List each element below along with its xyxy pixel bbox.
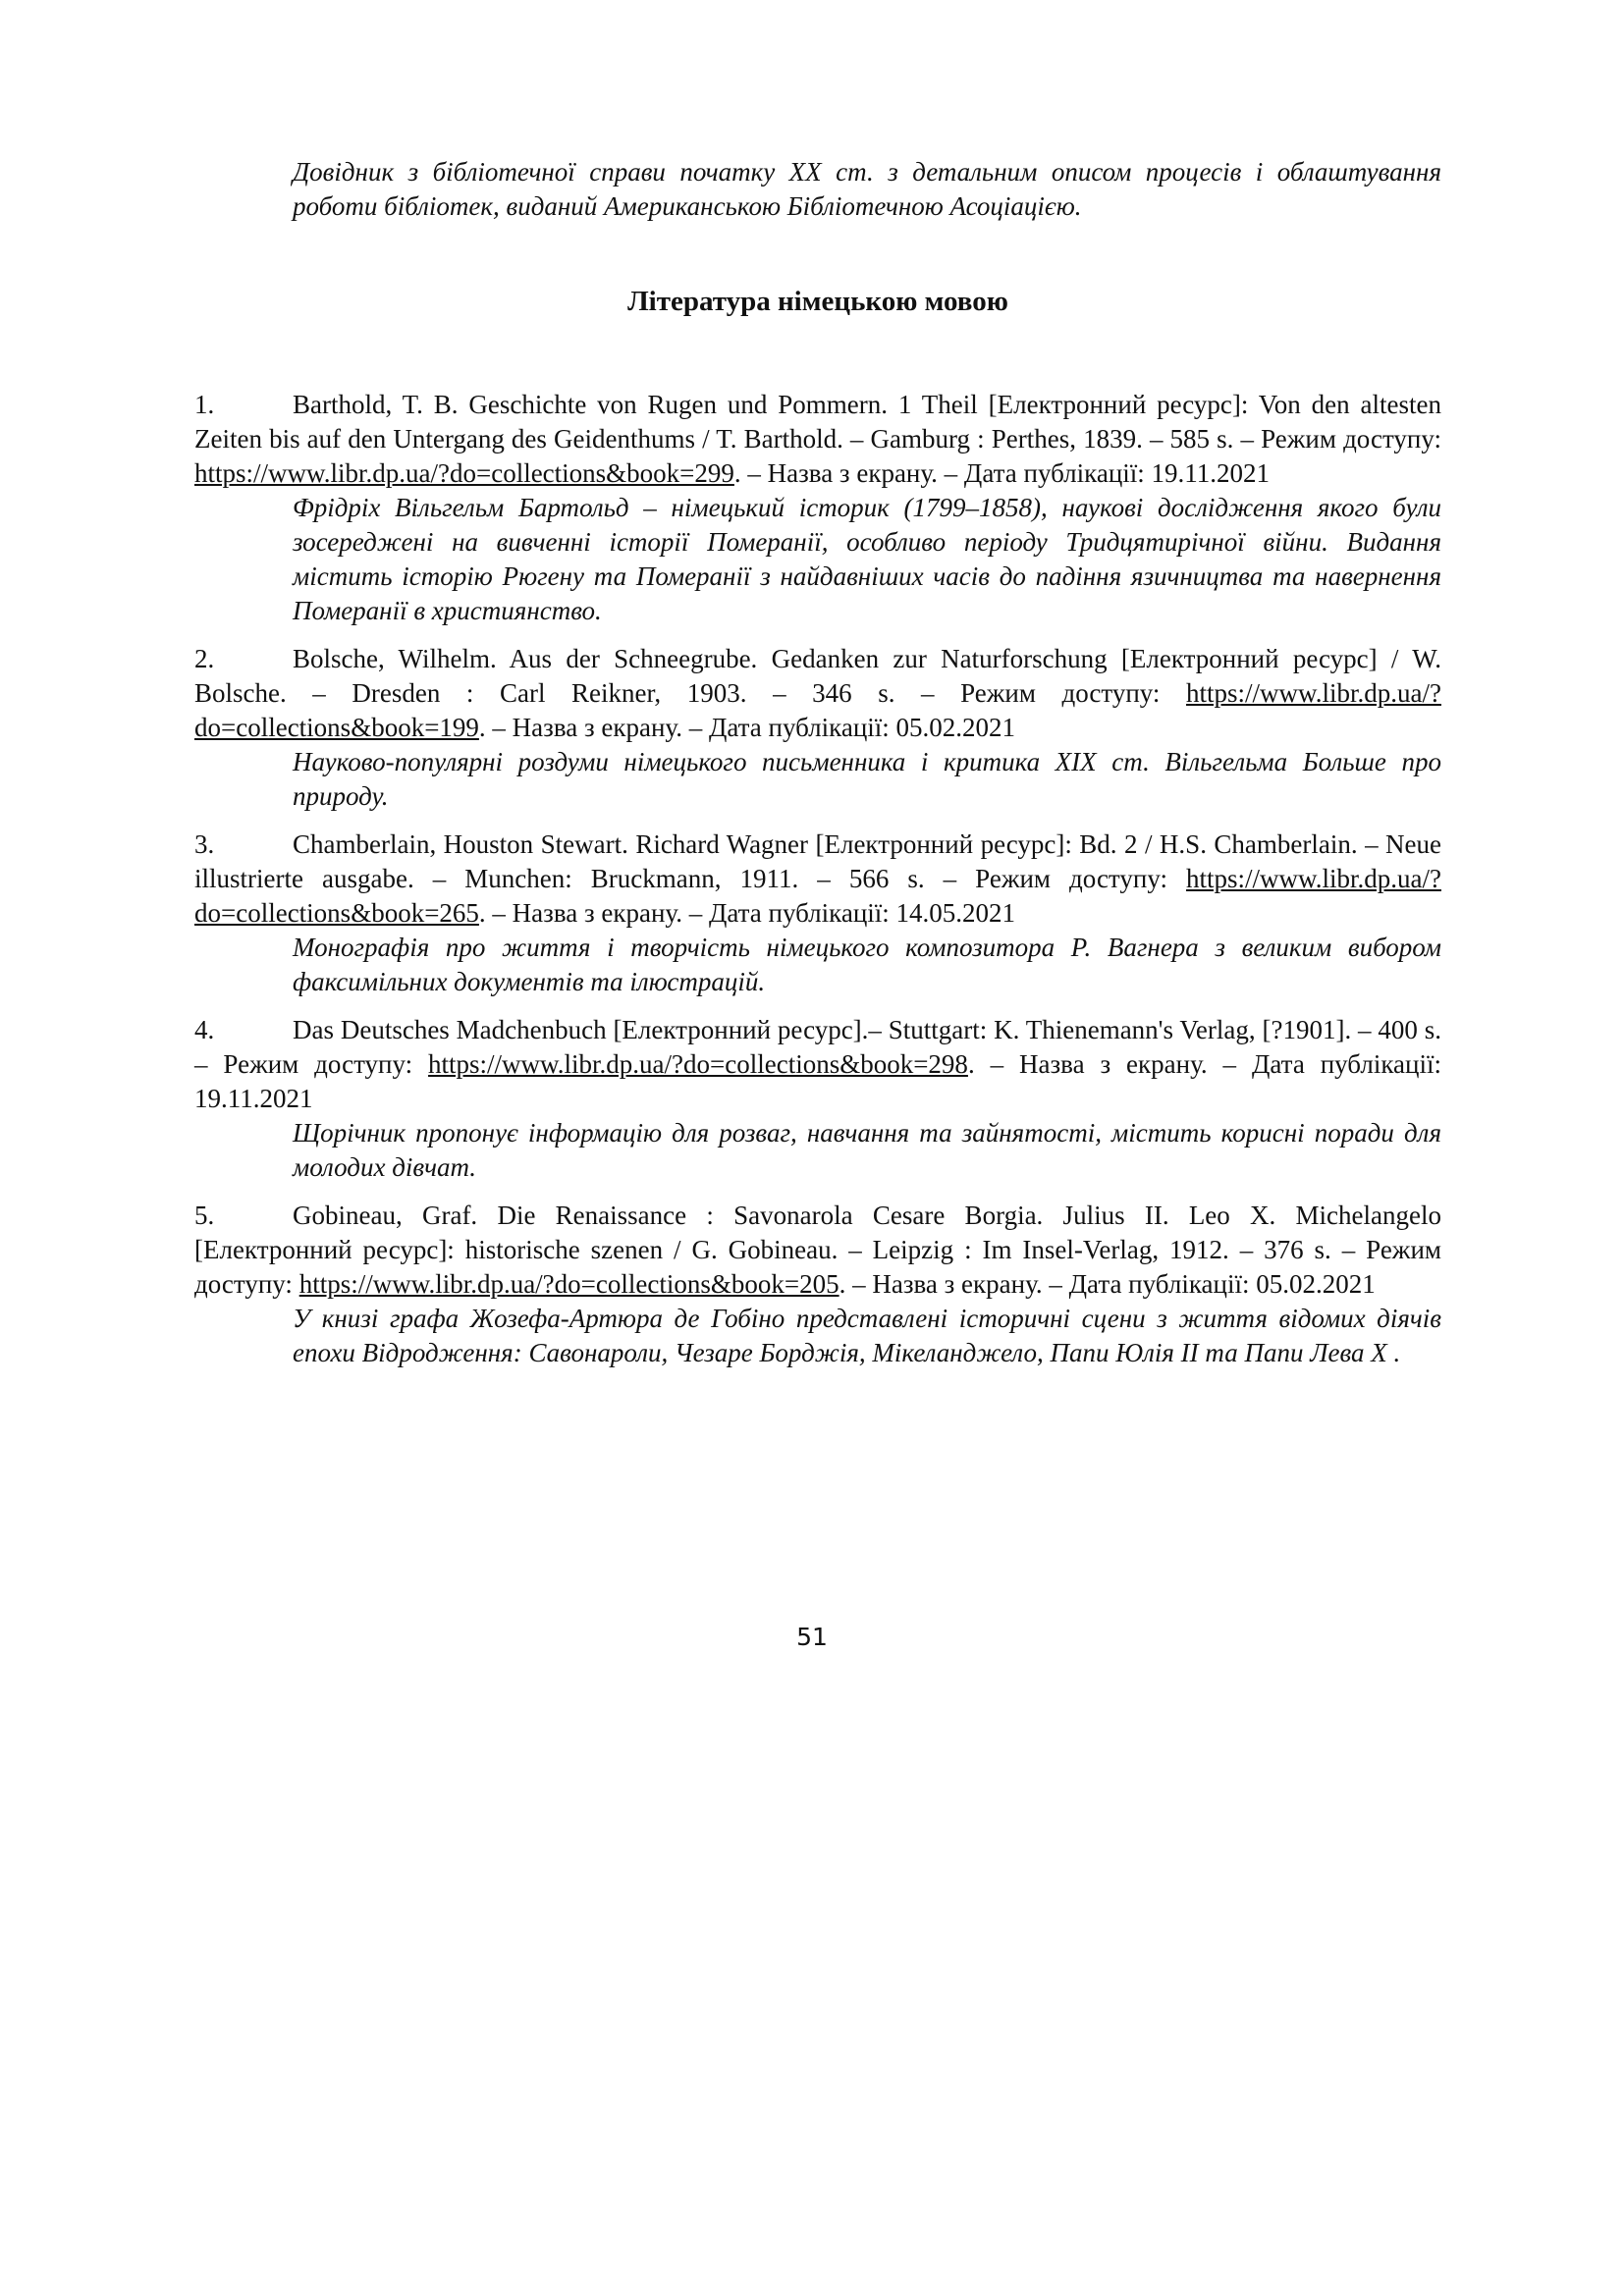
bibliography-entry-5 — [194, 1199, 1441, 1370]
entry-annotation: Щорічник пропонує інформацію для розваг, навчання та зайнятості, містить корисні поради для молодих дівчат. — [293, 1118, 1441, 1182]
citation-text: Chamberlain, Houston Stewart. Richard Wagner [Електронний ресурс]: Bd. 2 / H.S. Chamberlain. – Neue illustrierte ausgabe. – Munchen: Bruckmann, 1911. – 566 s. – Режим доступу: — [194, 829, 1441, 893]
citation — [194, 1199, 1441, 1302]
citation-text: Barthold, T. B. Geschichte von Rugen und Pommern. 1 Theil [Електронний ресурс]: Von den altesten Zeiten bis auf den Untergang des Geidenthums / T. Barthold. – Gamburg : Perthes, 1839. – 585 s. – Режим доступу: — [194, 390, 1441, 454]
entry-annotation: У книзі графа Жозефа-Артюра де Гобіно представлені історичні сцени з життя відомих діячів епохи Відродження: Савонароли, Чезаре Борджія, Мікеланджело, Папи Юлія II та Папи Лева X . — [293, 1304, 1441, 1367]
citation-tail: . – Назва з екрану. – Дата публікації: 19.11.2021 — [194, 1049, 1441, 1113]
resource-link[interactable]: https://www.libr.dp.ua/?do=collections&book=265 — [194, 864, 1441, 928]
resource-link[interactable]: https://www.libr.dp.ua/?do=collections&book=298 — [428, 1049, 968, 1079]
entry-number: 1. — [194, 390, 215, 419]
citation — [194, 828, 1441, 931]
resource-link[interactable]: https://www.libr.dp.ua/?do=collections&book=199 — [194, 678, 1441, 742]
entry-number: 2. — [194, 644, 215, 673]
citation-text: Das Deutsches Madchenbuch [Електронний ресурс].– Stuttgart: K. Thienemann's Verlag, [?1901]. – 400 s. – Режим доступу: — [194, 1015, 1441, 1079]
bibliography-entry-3 — [194, 828, 1441, 999]
citation-text: Gobineau, Graf. Die Renaissance : Savonarola Cesare Borgia. Julius II. Leo X. Michelangelo [Електронний ресурс]: historische szenen / G. Gobineau. – Leipzig : Im Insel-Verlag, 1912. – 376 s. – Режим доступу: — [194, 1201, 1441, 1299]
resource-link[interactable]: https://www.libr.dp.ua/?do=collections&book=205 — [298, 1269, 839, 1299]
citation-text: Bolsche, Wilhelm. Aus der Schneegrube. Gedanken zur Naturforschung [Електронний ресурс] / W. Bolsche. – Dresden : Carl Reikner, 1903. – 346 s. – Режим доступу: — [194, 644, 1441, 708]
entry-number: 3. — [194, 829, 215, 859]
citation-tail: . – Назва з екрану. – Дата публікації: 14.05.2021 — [478, 898, 1016, 928]
entry-number: 5. — [194, 1201, 215, 1230]
page-content — [194, 155, 1441, 1384]
entry-number: 4. — [194, 1015, 215, 1044]
intro-annotation: Довідник з бібліотечної справи початку XX ст. з детальним описом процесів і облаштування роботи бібліотек, виданий Американською Бібліотечною Асоціацією. — [293, 157, 1441, 221]
entry-annotation: Науково-популярні роздуми німецького письменника і критика XIX ст. Вільгельма Больше про природу. — [293, 747, 1441, 811]
citation — [194, 1013, 1441, 1116]
bibliography-entry-1 — [194, 388, 1441, 628]
bibliography-entry-4 — [194, 1013, 1441, 1185]
section-title: Література німецькою мовою — [627, 286, 1008, 317]
bibliography-entry-2 — [194, 642, 1441, 814]
entry-annotation: Фрідріх Вільгельм Бартольд – німецький історик (1799–1858), наукові дослідження якого були зосереджені на вивченні історії Померанії, особливо періоду Тридцятирічної війни. Видання містить історію Рюгену та Померанії з найдавніших часів до падіння язичництва та навернення Померанії в християнство. — [293, 493, 1441, 625]
citation-tail: . – Назва з екрану. – Дата публікації: 05.02.2021 — [478, 713, 1016, 742]
resource-link[interactable]: https://www.libr.dp.ua/?do=collections&book=299 — [194, 458, 734, 488]
entry-annotation: Монографія про життя і творчість німецького композитора Р. Вагнера з великим вибором факсимільних документів та ілюстрацій. — [293, 933, 1441, 996]
citation — [194, 642, 1441, 745]
citation-tail: . – Назва з екрану. – Дата публікації: 19.11.2021 — [733, 458, 1271, 488]
page-number: 51 — [796, 1623, 828, 1651]
citation — [194, 388, 1441, 491]
citation-tail: . – Назва з екрану. – Дата публікації: 05.02.2021 — [839, 1269, 1376, 1299]
